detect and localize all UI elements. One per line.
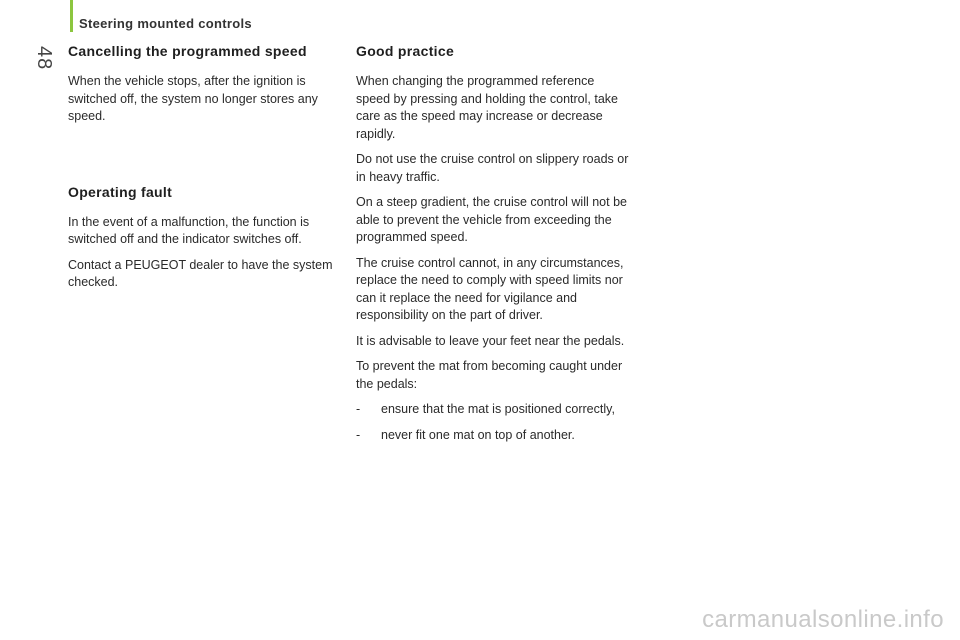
bullet-text: ensure that the mat is positioned correctly, — [381, 402, 615, 416]
practice-paragraph: To prevent the mat from becoming caught under the pedals: — [356, 359, 623, 391]
left-column — [68, 40, 343, 300]
bullet-text: never fit one mat on top of another. — [381, 427, 575, 442]
bullet-item — [356, 427, 631, 445]
section-spacer — [68, 134, 343, 181]
bullet-dash: - — [356, 427, 361, 442]
practice-paragraph: The cruise control cannot, in any circumstances, replace the need to comply with speed limits nor can it replace the need for vigilance and responsibility on the part of driver. — [356, 255, 624, 322]
cancel-paragraph: When the vehicle stops, after the ignition is switched off, the system no longer stores any speed. — [68, 74, 318, 123]
fault-heading: Operating fault — [68, 183, 173, 200]
cancel-heading: Cancelling the programmed speed — [68, 43, 307, 59]
bullet-dash: - — [356, 402, 361, 416]
practice-paragraph: On a steep gradient, the cruise control will not be able to prevent the vehicle from exceeding the programmed speed. — [356, 195, 627, 244]
fault-paragraph: Contact a PEUGEOT dealer to have the system checked. — [68, 257, 333, 289]
section-label: Steering mounted controls — [79, 16, 252, 31]
fault-paragraph: In the event of a malfunction, the function is switched off and the indicator switches off. — [68, 214, 310, 246]
bullet-item — [356, 401, 631, 419]
good-practice-heading: Good practice — [356, 43, 455, 59]
practice-paragraph: It is advisable to leave your feet near the pedals. — [356, 333, 625, 348]
practice-paragraph: Do not use the cruise control on slippery roads or in heavy traffic. — [356, 152, 629, 184]
watermark: carmanualsonline.info — [702, 606, 944, 633]
section-accent-bar — [70, 0, 73, 32]
practice-paragraph: When changing the programmed reference speed by pressing and holding the control, take care as the speed may increase or decrease rapidly. — [356, 74, 618, 141]
page-number: 48 — [33, 46, 55, 71]
right-column — [356, 40, 631, 452]
